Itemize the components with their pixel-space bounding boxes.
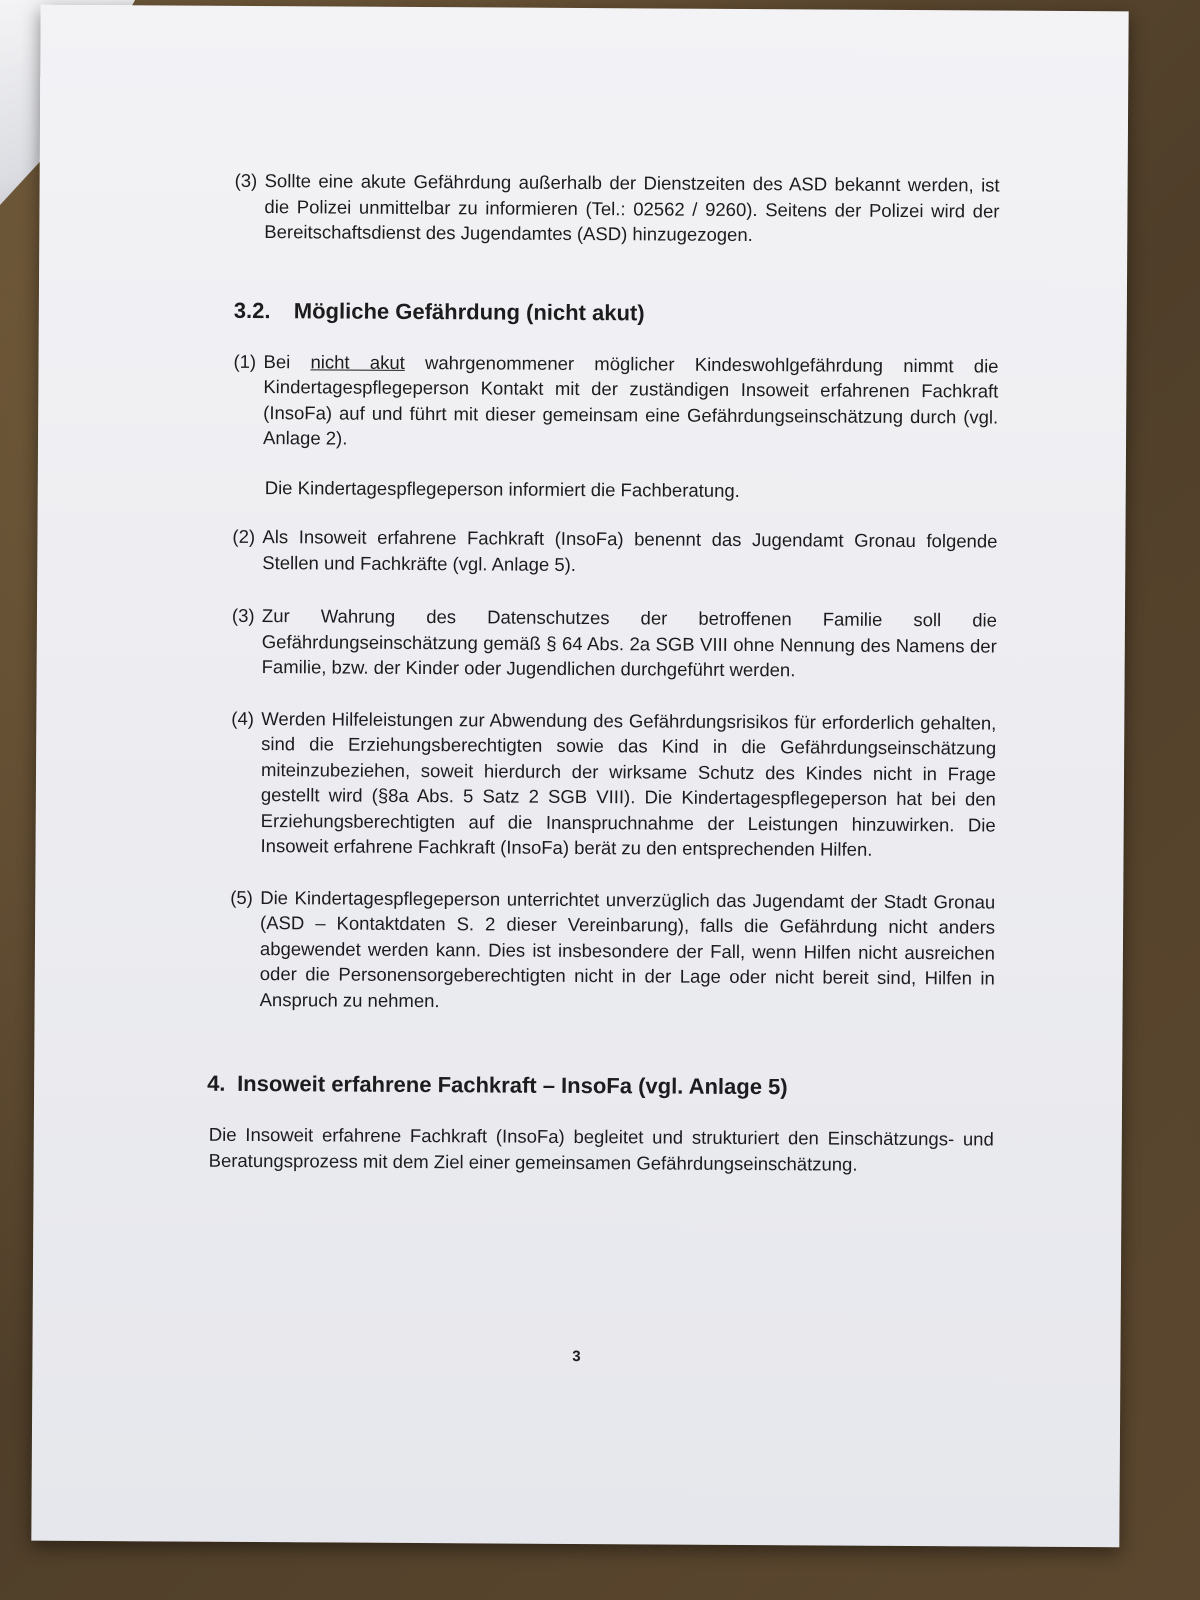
list-item-3-2-2	[232, 524, 997, 580]
text-segment: Bei	[263, 350, 311, 372]
sub-paragraph: Die Kindertagespflegeperson informiert die Fachberatung.	[264, 476, 740, 501]
list-item-3-2-3	[232, 603, 997, 684]
section-number: 4.	[207, 1070, 226, 1096]
list-item-3-2-4	[230, 705, 996, 863]
list-item-3-2-1	[233, 348, 999, 455]
list-item-number: (1)	[233, 350, 257, 372]
list-item-text: Als Insoweit erfahrene Fachkraft (InsoFa) benennt das Jugendamt Gronau folgende Stellen und Fachkräfte (vgl. Anlage 5).	[262, 526, 998, 575]
list-item-text: Werden Hilfeleistungen zur Abwendung des Gefährdungsrisikos für erforderlich gehalten, sind die Erziehungsberechtigten sowie das Kind in die Gefährdungseinschätzung miteinzubeziehen, soweit hierdurch der wirksame Schutz des Kindes nicht in Frage gestellt wird (§8a Abs. 5 Satz 2 SGB VIII). Die Kindertagespflegeperson hat bei den Erziehungsberechtigten auf die Inanspruchnahme der Leistungen hinzuwirken. Die Insoweit erfahrene Fachkraft (InsoFa) berät zu den entsprechenden Hilfen.	[260, 707, 997, 860]
section-number: 3.2.	[233, 297, 271, 323]
list-item-number: (5)	[230, 886, 253, 908]
text-segment: wahrgenommener möglicher Kindeswohlgefährdung nimmt die Kindertagespflegeperson Kontakt mit der zuständigen Insoweit erfahrenen Fachkraft (InsoFa) auf und führt mit dieser gemeinsam eine Gefährdungseinschätzung durch (vgl. Anlage 2).	[262, 351, 999, 449]
document-page	[31, 5, 1128, 1548]
list-item-number: (3)	[231, 604, 255, 627]
section-heading-3-2	[234, 296, 999, 329]
list-item-3-2-5	[230, 884, 996, 1016]
list-item-number: (4)	[231, 707, 255, 729]
page-number: 3	[572, 1347, 581, 1366]
section-title: Mögliche Gefährdung (nicht akut)	[293, 297, 645, 325]
list-item-number: (3)	[234, 169, 258, 192]
list-item-text: Sollte eine akute Gefährdung außerhalb der Dienstzeiten des ASD bekannt werden, ist die Polizei unmittelbar zu informieren (Tel.: 02562 / 9260). Seitens der Polizei wird der Bereitschaftsdienst des Jugendamtes (ASD) hinzugezogen.	[264, 170, 1000, 246]
section-heading-4	[207, 1070, 994, 1103]
section-4-paragraph: Die Insoweit erfahrene Fachkraft (InsoFa) begleitet und strukturiert den Einschätzungs- und Beratungsprozess mit dem Ziel einer gemeinsamen Gefährdungseinschätzung.	[208, 1123, 994, 1175]
list-item-top-3	[234, 168, 999, 249]
list-item-text: Die Kindertagespflegeperson unterrichtet unverzüglich das Jugendamt der Stadt Gronau (ASD – Kontaktdaten S. 2 dieser Vereinbarung), falls die Gefährdung nicht anders abgewendet werden kann. Dies ist insbesondere der Fall, wenn Hilfen nicht ausreichen oder die Personensorgeberechtigten nicht in der Lage oder nicht bereit sind, Hilfen in Anspruch zu nehmen.	[259, 886, 996, 1011]
list-item-number: (2)	[232, 525, 256, 548]
list-item-text: Zur Wahrung des Datenschutzes der betroffenen Familie soll die Gefährdungseinschätzung gemäß § 64 Abs. 2a SGB VIII ohne Nennung des Namens der Familie, bzw. der Kinder oder Jugendlichen durchgeführt werden.	[261, 605, 998, 681]
page-content	[207, 168, 1000, 1178]
list-item-text	[263, 349, 999, 455]
underlined-text: nicht akut	[310, 350, 405, 373]
section-title: Insoweit erfahrene Fachkraft – InsoFa (vgl. Anlage 5)	[237, 1070, 788, 1100]
